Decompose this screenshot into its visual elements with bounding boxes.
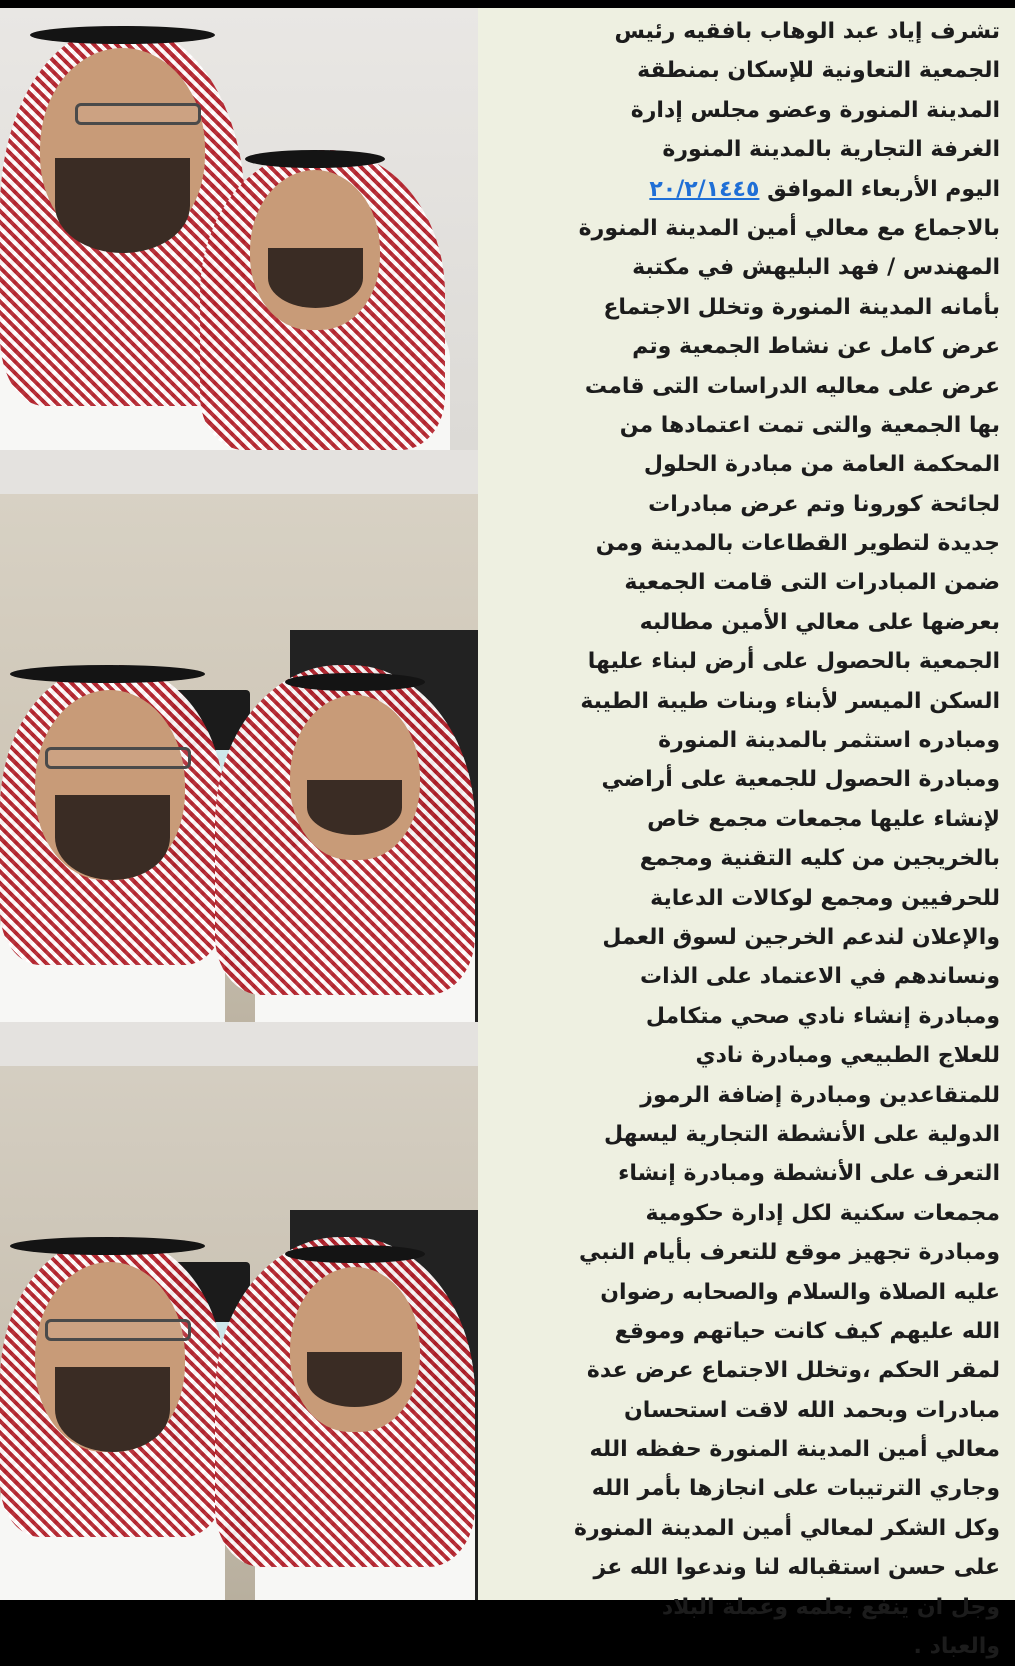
article-line: على حسن استقباله لنا وندعوا الله عز <box>593 1555 1000 1581</box>
article-line: عليه الصلاة والسلام والصحابه رضوان <box>600 1279 1000 1305</box>
article-line: الجمعية التعاونية للإسكان بمنطقة <box>637 58 1000 84</box>
article-line: والإعلان لندعم الخرجين لسوق العمل <box>602 924 1000 950</box>
article-line: الجمعية بالحصول على أرض لبناء عليها <box>587 649 1000 675</box>
article-line: بأمانه المدينة المنورة وتخلل الاجتماع <box>603 294 1000 320</box>
post-frame <box>0 8 1015 1660</box>
article-line: عرض كامل عن نشاط الجمعية وتم <box>632 334 1000 360</box>
article-line: وجاري الترتيبات على انجازها بأمر الله <box>591 1476 1000 1502</box>
article-line: بالخريجين من كليه التقنية ومجمع <box>639 846 1000 872</box>
person-right <box>215 665 478 1022</box>
article-line: بها الجمعية والتى تمت اعتمادها من <box>619 412 1000 438</box>
article-line: مجمعات سكنية لكل إدارة حكومية <box>645 1200 1000 1226</box>
article-line: المهندس / فهد البليهش في مكتبة <box>632 255 1000 281</box>
article-line: للعلاج الطبيعي ومبادرة نادي <box>695 1043 1000 1069</box>
photo-selfie-1[interactable] <box>0 8 478 450</box>
article-line: ومبادره استثمر بالمدينة المنورة <box>658 728 1000 754</box>
article-line: الله عليهم كيف كانت حياتهم وموقع <box>614 1318 1000 1344</box>
article-line: ونساندهم في الاعتماد على الذات <box>639 964 1000 990</box>
person-left <box>0 1237 230 1600</box>
person-right <box>215 1237 478 1600</box>
article-line: الدولية على الأنشطة التجارية ليسهل <box>604 1121 1000 1147</box>
article-line: الغرفة التجارية بالمدينة المنورة <box>662 137 1000 163</box>
article-line: ومبادرة تجهيز موقع للتعرف بأيام النبي <box>579 1240 1000 1266</box>
ceiling <box>0 1022 478 1066</box>
article-line: معالي أمين المدينة المنورة حفظه الله <box>589 1437 1000 1463</box>
article-line: والعباد . <box>913 1634 1000 1660</box>
article-column <box>478 8 1015 1660</box>
article-line: ضمن المبادرات التى قامت الجمعية <box>624 570 1000 596</box>
person-right <box>190 128 460 450</box>
article-line: السكن الميسر لأبناء وبنات طيبة الطيبة <box>580 688 1000 714</box>
article-line: المدينة المنورة وعضو مجلس إدارة <box>630 97 1000 123</box>
article-line: بالاجماع مع معالي أمين المدينة المنورة <box>578 215 1000 241</box>
article-line: ومبادرة الحصول للجمعية على أراضي <box>601 767 1000 793</box>
photo-column <box>0 8 478 1600</box>
article-text <box>478 12 1000 1666</box>
article-line: عرض على معاليه الدراسات التى قامت <box>584 373 1000 399</box>
article-line: للمتقاعدين ومبادرة إضافة الرموز <box>640 1082 1000 1108</box>
article-line: جديدة لتطوير القطاعات بالمدينة ومن <box>595 531 1000 557</box>
ceiling <box>0 450 478 494</box>
date-prefix: اليوم الأربعاء الموافق <box>759 176 1000 202</box>
article-line: وجل ان ينفع بعلمه وعملة البلاد <box>661 1594 1000 1620</box>
article-line: لمقر الحكم ،وتخلل الاجتماع عرض عدة <box>586 1358 1000 1384</box>
article-line: لإنشاء عليها مجمعات مجمع خاص <box>647 806 1000 832</box>
photo-selfie-3[interactable] <box>0 1022 478 1600</box>
person-left <box>0 665 230 1022</box>
article-line: مبادرات وبحمد الله لاقت استحسان <box>624 1397 1000 1423</box>
article-line: التعرف على الأنشطة ومبادرة إنشاء <box>618 1161 1000 1187</box>
article-line: للحرفيين ومجمع لوكالات الدعاية <box>650 885 1000 911</box>
photo-selfie-2[interactable] <box>0 450 478 1022</box>
article-line: لجائحة كورونا وتم عرض مبادرات <box>648 491 1000 517</box>
article-line: المحكمة العامة من مبادرة الحلول <box>643 452 1000 478</box>
article-date-line <box>478 170 1000 209</box>
article-line: وكل الشكر لمعالي أمين المدينة المنورة <box>573 1515 1000 1541</box>
article-line: ومبادرة إنشاء نادي صحي متكامل <box>645 1003 1000 1029</box>
article-line: تشرف إياد عبد الوهاب بافقيه رئيس <box>614 19 1000 44</box>
date-hashtag-link[interactable]: ٢٠/٢/١٤٤٥ <box>649 176 760 202</box>
article-line: بعرضها على معالي الأمين مطالبه <box>639 609 1000 635</box>
